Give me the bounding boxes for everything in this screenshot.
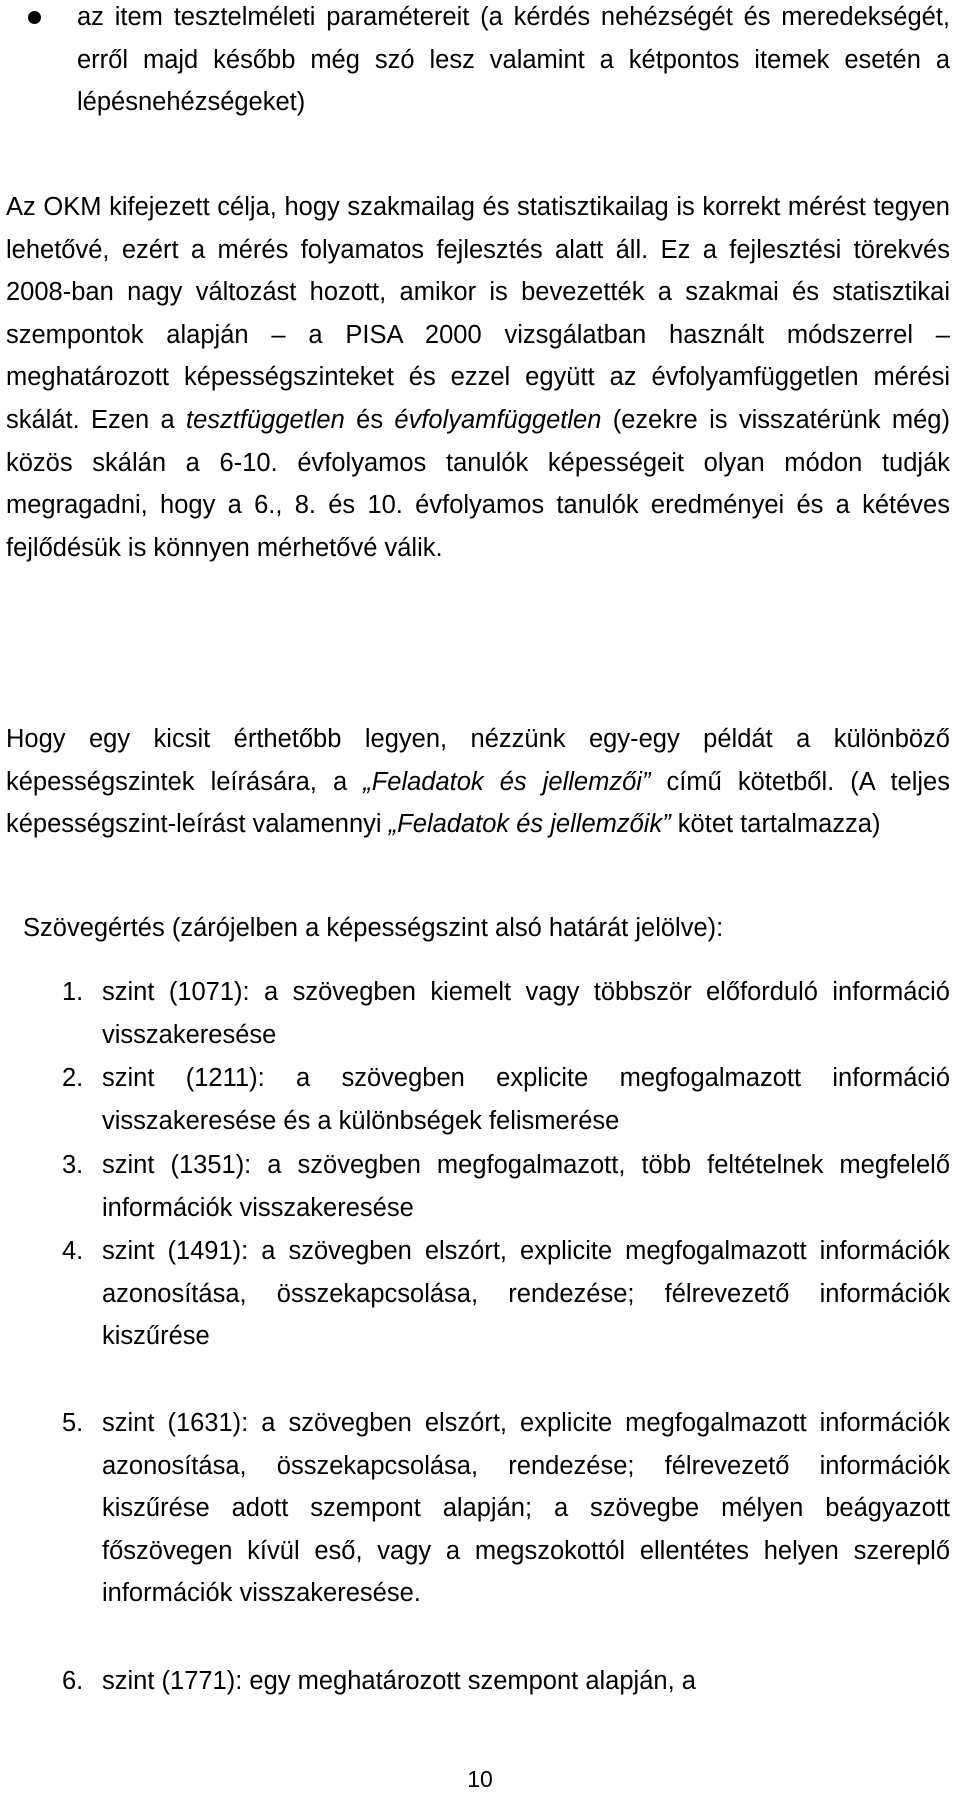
term-test-independent: tesztfüggetlen (186, 405, 345, 434)
section-heading: Szövegértés (zárójelben a képességszint alsó határát jelölve): (23, 914, 724, 942)
level-number: 5. (62, 1409, 84, 1437)
book-title: „Feladatok és jellemzőik” (388, 810, 671, 839)
level-description: szint (1211): a szövegben explicite megfogalmazott információ visszakeresése és a különbségek felismerése (102, 1064, 950, 1135)
level-description: szint (1071): a szövegben kiemelt vagy többször előforduló információ visszakeresése (102, 978, 950, 1049)
paragraph-text: kötet tartalmazza) (670, 810, 881, 839)
paragraph-text: és (344, 405, 395, 434)
paragraph-text: (ezekre is visszatérünk még) közös skálán a 6-10. évfolyamos tanulók képességeit olyan módon tudják megragadni, hogy a 6., 8. és 10. évfolyamos tanulók eredményei és a kétéves fejlődésük is könnyen mérhetővé válik. (6, 405, 950, 562)
book-title: „Feladatok és jellemzői” (363, 767, 651, 796)
level-number: 1. (62, 978, 84, 1006)
bullet-item-text: az item tesztelméleti paramétereit (a kérdés nehézségét és meredekségét, erről majd később még szó lesz valamint a kétpontos itemek esetén a lépésnehézségeket) (77, 3, 950, 117)
level-description: szint (1491): a szövegben elszórt, explicite megfogalmazott információk azonosítása, összekapcsolása, rendezése; félrevezető információk kiszűrése (102, 1237, 950, 1351)
paragraph-text: Hogy egy kicsit érthetőbb legyen, nézzünk egy-egy példát a különböző képességszintek leírására, a (6, 725, 950, 796)
level-description: szint (1771): egy meghatározott szempont alapján, a (102, 1667, 696, 1695)
level-description: szint (1631): a szövegben elszórt, explicite megfogalmazott információk azonosítása, összekapcsolása, rendezése; félrevezető információk kiszűrése adott szempont alapján; a szövegbe mélyen beágyazott főszövegen kívül eső, vagy a megszokottól ellentétes helyen szereplő információk visszakeresése. (102, 1409, 950, 1608)
level-number: 6. (62, 1667, 84, 1695)
level-description: szint (1351): a szövegben megfogalmazott, több feltételnek megfelelő információk visszakeresése (102, 1151, 950, 1222)
term-grade-independent: évfolyamfüggetlen (394, 405, 602, 434)
bullet-icon (28, 11, 41, 24)
level-number: 4. (62, 1237, 84, 1265)
page-number: 10 (467, 1766, 493, 1792)
paragraph-okm-goal (6, 186, 950, 569)
level-number: 2. (62, 1064, 84, 1092)
paragraph-examples (6, 718, 950, 846)
level-number: 3. (62, 1151, 84, 1179)
paragraph-text: Az OKM kifejezett célja, hogy szakmailag és statisztikailag is korrekt mérést tegyen lehetővé, ezért a mérés folyamatos fejlesztés alatt áll. Ez a fejlesztési törekvés 2008-ban nagy változást hozott, amikor is bevezették a szakmai és statisztikai szempontok alapján – a PISA 2000 vizsgálatban használt módszerrel – meghatározott képességszinteket és ezzel együtt az évfolyamfüggetlen mérési skálát. Ezen a (6, 193, 950, 434)
paragraph-text: című kötetből. (A teljes képességszint-leírást valamennyi (6, 767, 950, 839)
